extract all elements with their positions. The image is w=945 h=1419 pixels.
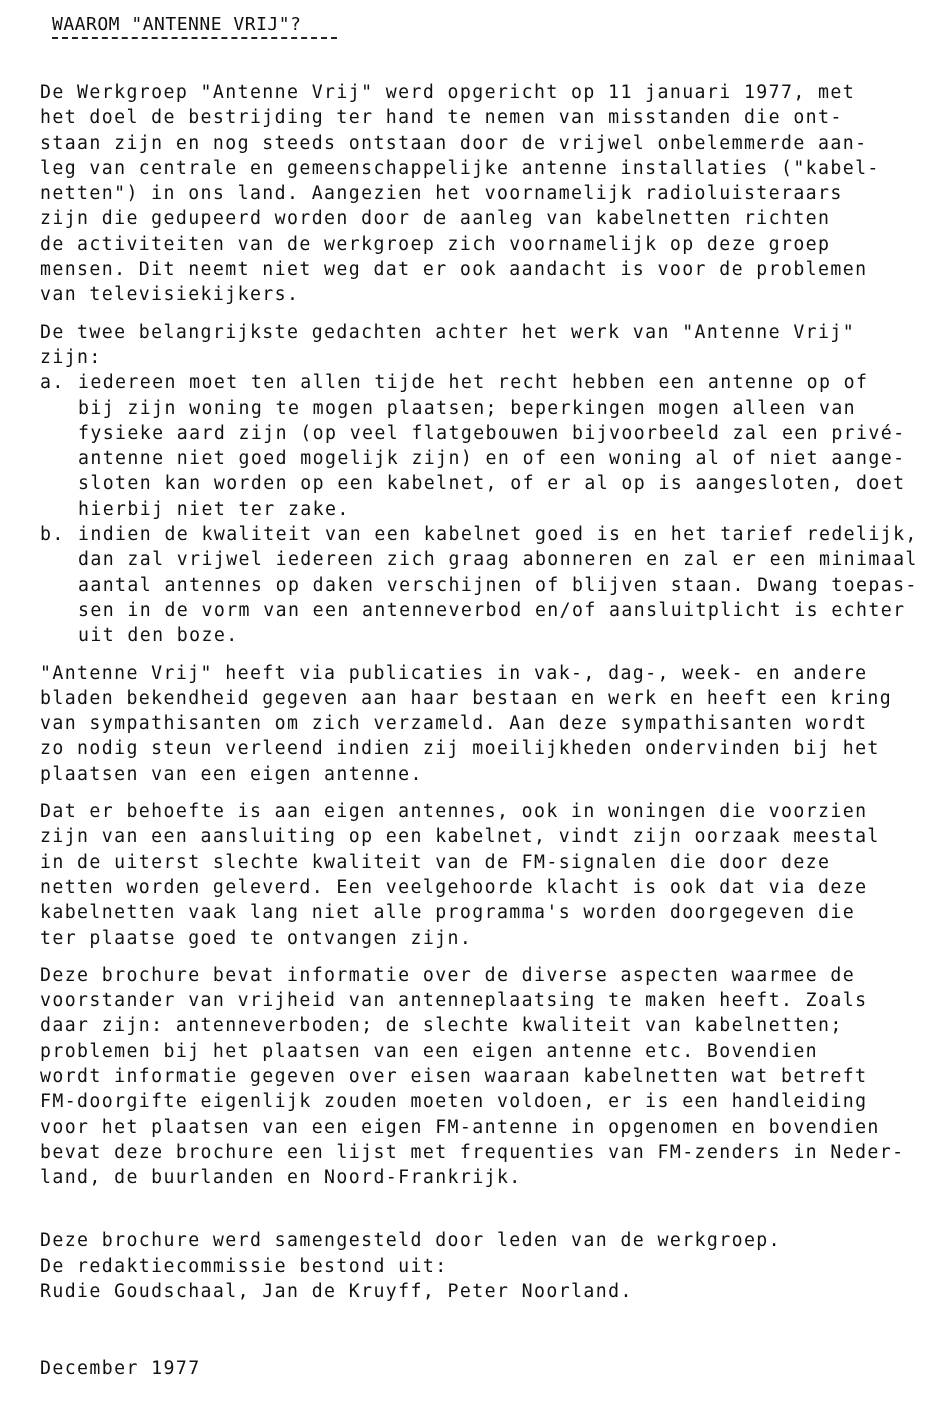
text-line: van televisiekijkers. <box>40 284 300 306</box>
text-line: indien de kwaliteit van een kabelnet goed is en het tarief redelijk, <box>78 524 918 546</box>
text-line: plaatsen van een eigen antenne. <box>40 763 423 785</box>
paragraph-brochure <box>40 963 930 1191</box>
text-line: Deze brochure bevat informatie over de diverse aspecten waarmee de <box>40 964 856 986</box>
text-line: mensen. Dit neemt niet weg dat er ook aandacht is voor de problemen <box>40 259 868 281</box>
text-line: hierbij niet ter zake. <box>78 498 350 520</box>
text-line: iedereen moet ten allen tijde het recht hebben een antenne op of <box>78 372 869 394</box>
text-line: netten worden geleverd. Een veelgehoorde klacht is ook dat via deze <box>40 876 868 898</box>
text-line: "Antenne Vrij" heeft via publicaties in vak-, dag-, week- en andere <box>40 662 868 684</box>
text-line: sen in de vorm van een antenneverbod en/of aansluitplicht is echter <box>78 599 906 621</box>
text-line: dan zal vrijwel iedereen zich graag abonneren en zal er een minimaal <box>78 549 918 571</box>
text-line: in de uiterst slechte kwaliteit van de FM-signalen die door deze <box>40 851 831 873</box>
paragraph-editors <box>40 1228 930 1304</box>
text-line: kabelnetten vaak lang niet alle programma's worden doorgegeven die <box>40 902 856 924</box>
text-line: voorstander van vrijheid van antenneplaatsing te maken heeft. Zoals <box>40 990 868 1012</box>
text-line: netten") in ons land. Aangezien het voornamelijk radioluisteraars <box>40 183 843 205</box>
list-item-b <box>40 522 930 648</box>
paragraph-need <box>40 799 930 951</box>
text-line: bevat deze brochure een lijst met frequenties van FM-zenders in Neder- <box>40 1141 905 1163</box>
text-line: De Werkgroep "Antenne Vrij" werd opgericht op 11 januari 1977, met <box>40 82 856 103</box>
text-line: De twee belangrijkste gedachten achter het werk van "Antenne Vrij" <box>40 321 856 343</box>
paragraph-publicity <box>40 661 930 787</box>
text-line: aantal antennes op daken verschijnen of blijven staan. Dwang toepas- <box>78 574 918 596</box>
text-line: bladen bekendheid gegeven aan haar bestaan en werk en heeft een kring <box>40 687 893 709</box>
text-line: voor het plaatsen van een eigen FM-antenne in opgenomen en bovendien <box>40 1116 880 1138</box>
text-line: de activiteiten van de werkgroep zich voornamelijk op deze groep <box>40 233 831 255</box>
text-line: leg van centrale en gemeenschappelijke antenne installaties ("kabel- <box>40 157 880 179</box>
paragraph-gap <box>40 308 930 320</box>
text-line: Rudie Goudschaal, Jan de Kruyff, Peter Noorland. <box>40 1281 633 1303</box>
page-title: WAAROM "ANTENNE VRIJ"? <box>52 14 302 35</box>
paragraph-gap <box>40 1190 930 1228</box>
text-line: Dat er behoefte is aan eigen antennes, ook in woningen die voorzien <box>40 801 868 823</box>
text-line: van sympathisanten om zich verzameld. Aan deze sympathisanten wordt <box>40 713 868 735</box>
text-line: bij zijn woning te mogen plaatsen; beperkingen mogen alleen van <box>78 397 857 419</box>
text-line: wordt informatie gegeven over eisen waaraan kabelnetten wat betreft <box>40 1065 868 1087</box>
list-marker: b. <box>40 524 65 546</box>
paragraph-gap <box>40 1304 930 1356</box>
paragraph-gap <box>40 649 930 661</box>
text-line: De redaktiecommissie bestond uit: <box>40 1255 448 1277</box>
text-line: land, de buurlanden en Noord-Frankrijk. <box>40 1167 522 1189</box>
text-line: zijn: <box>40 346 102 368</box>
paragraph-founding <box>40 80 930 308</box>
text-line: fysieke aard zijn (op veel flatgebouwen bijvoorbeeld zal een privé- <box>78 422 906 444</box>
text-line: ter plaatse goed te ontvangen zijn. <box>40 927 473 949</box>
document-body <box>40 80 930 1382</box>
text-line: staan zijn en nog steeds ontstaan door de vrijwel onbelemmerde aan- <box>40 132 868 154</box>
document-date: December 1977 <box>40 1358 201 1380</box>
text-line: uit den boze. <box>78 625 239 647</box>
text-line: zijn van een aansluiting op een kabelnet, vindt zijn oorzaak meestal <box>40 826 880 848</box>
list-item-a <box>40 370 930 522</box>
text-line: het doel de bestrijding ter hand te nemen van misstanden die ont- <box>40 107 843 129</box>
paragraph-gap <box>40 951 930 963</box>
text-line: sloten kan worden op een kabelnet, of er al op is aangesloten, doet <box>78 473 906 495</box>
text-line: antenne niet goed mogelijk zijn) en of een woning al of niet aange- <box>78 448 906 470</box>
text-line: Deze brochure werd samengesteld door leden van de werkgroep. <box>40 1230 781 1252</box>
list-marker: a. <box>40 372 65 394</box>
text-line: daar zijn: antenneverboden; de slechte kwaliteit van kabelnetten; <box>40 1015 843 1037</box>
paragraph-principles <box>40 320 930 649</box>
text-line: problemen bij het plaatsen van een eigen antenne etc. Bovendien <box>40 1040 819 1062</box>
text-line: zo nodig steun verleend indien zij moeilijkheden ondervinden bij het <box>40 738 880 760</box>
paragraph-gap <box>40 787 930 799</box>
text-line: zijn die gedupeerd worden door de aanleg van kabelnetten richten <box>40 208 831 230</box>
title-underline <box>52 37 337 39</box>
text-line: FM-doorgifte eigenlijk zouden moeten voldoen, er is een handleiding <box>40 1091 868 1113</box>
